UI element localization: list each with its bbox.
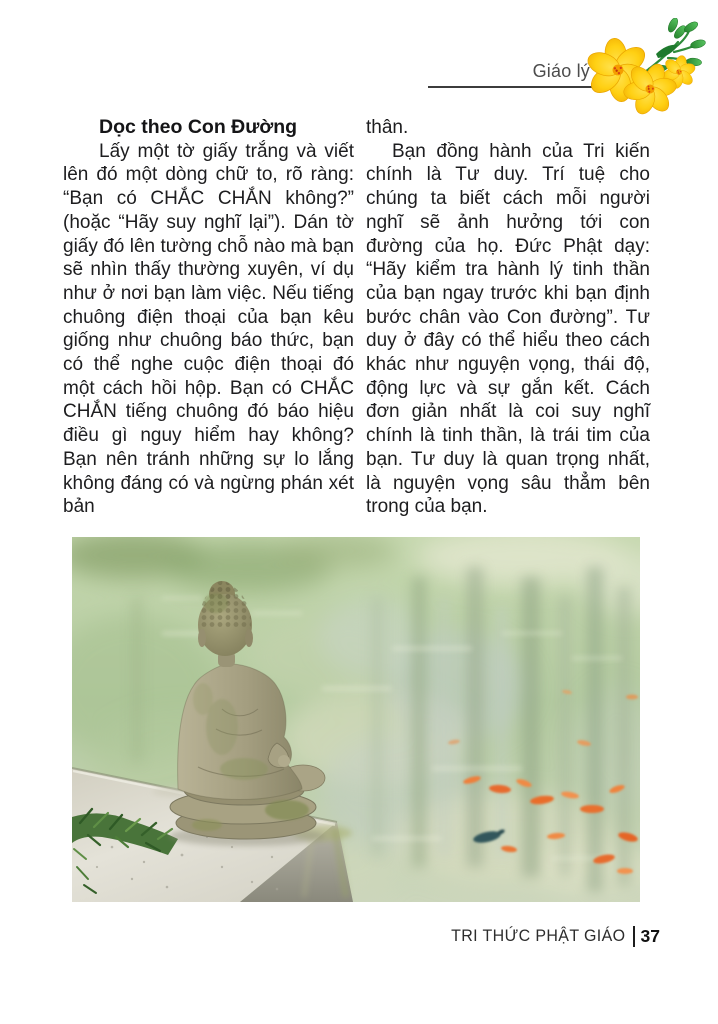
apricot-blossom-icon — [576, 18, 710, 116]
article-column-right — [366, 116, 650, 519]
article-paragraph-left: Lấy một tờ giấy trắng và viết lên đó một dòng chữ to, rõ ràng: “Bạn có CHẮC CHẮN không?” (hoặc “Hãy suy nghĩ lại”). Dán tờ giấy đó lên tường chỗ nào mà bạn sẽ nhìn thấy thường xuyên, ví dụ như ở nơi bạn làm việc. Nếu tiếng chuông điện thoại của bạn kêu giống như chuông báo thức, bạn có thể nghe cuộc điện thoại đó một cách hồi hộp. Bạn có CHẮC CHẮN tiếng chuông đó báo hiệu điều gì nguy hiểm hay không? Bạn nên tránh những sự lo lắng không đáng có và ngừng phán xét bản — [63, 140, 354, 518]
buddha-pond-photo — [72, 537, 640, 902]
page-number: 37 — [640, 925, 660, 946]
footer-divider — [633, 926, 635, 947]
article-heading: Dọc theo Con Đường — [99, 116, 298, 138]
section-label: Giáo lý — [532, 61, 590, 81]
header-rule — [428, 86, 594, 88]
article-paragraph-right: Bạn đồng hành của Tri kiến chính là Tư duy. Trí tuệ cho chúng ta biết cách mỗi người nghĩ sẽ ảnh hưởng tới con đường của họ. Đức Phật dạy: “Hãy kiểm tra hành lý tinh thần của bạn ngay trước khi bạn định bước chân vào Con đường”. Tư duy ở đây có thể hiểu theo cách khác như nguyện vọng, thái độ, động lực và sự gắn kết. Cách đơn giản nhất là coi suy nghĩ chính là tinh thần, là trái tim của bạn. Tư duy là quan trọng nhất, là nguyện vọng sâu thẳm bên trong của bạn. — [366, 140, 650, 518]
article-column-left — [63, 116, 354, 519]
article-paragraph-continuation: thân. — [366, 117, 409, 138]
page-footer — [440, 923, 660, 949]
book-title: TRI THỨC PHẬT GIÁO — [451, 926, 626, 945]
